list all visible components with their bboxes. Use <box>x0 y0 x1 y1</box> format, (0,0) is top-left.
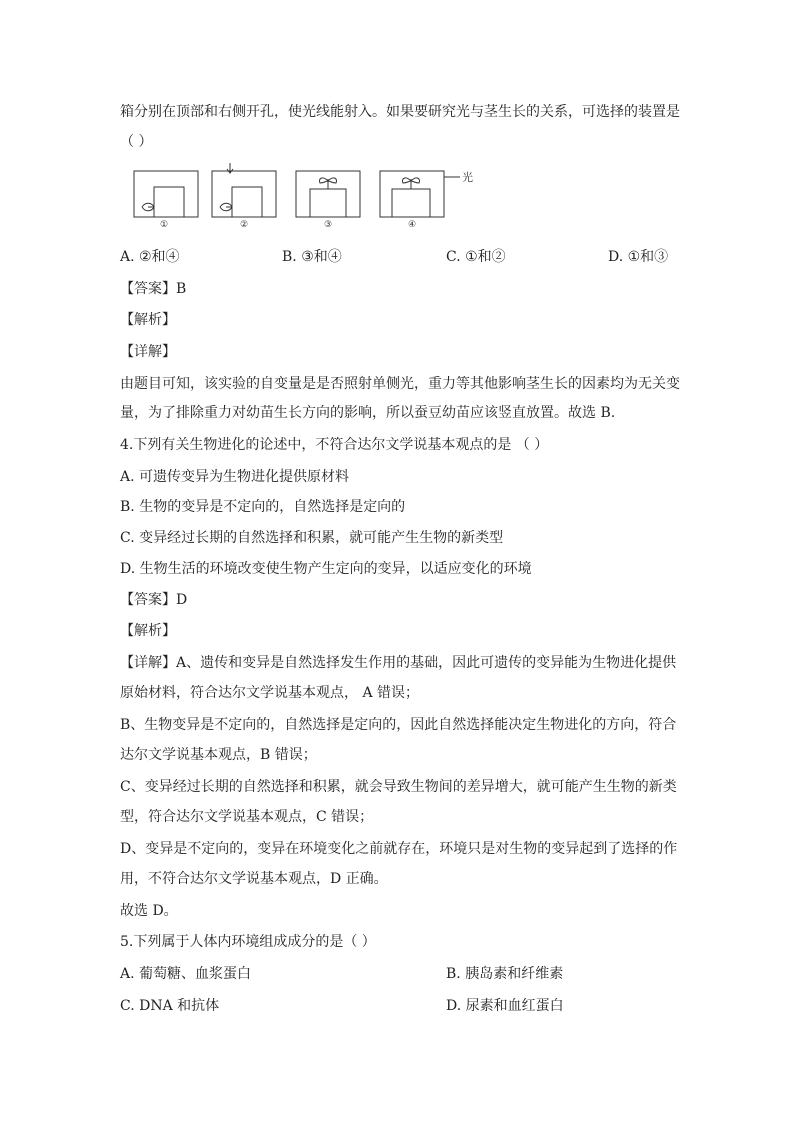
q5-stem: 5.下列属于人体内环境组成成分的是（ ） <box>120 934 376 950</box>
q4-detail-line-9: 故选 D。 <box>120 903 178 919</box>
experiment-figure <box>130 163 473 230</box>
q4-detail-line-3: B、生物变异是不定向的，自然选择是定向的，因此自然选择能决定生物进化的方向，符合 <box>120 717 677 733</box>
figure-label-4: ④ <box>407 220 417 230</box>
q4-detail-line-2: 原始材料，符合达尔文学说基本观点， A 错误； <box>120 685 420 701</box>
q3-stem-line1: 箱分别在顶部和右侧开孔，使光线能射入。如果要研究光与茎生长的关系，可选择的装置是 <box>120 104 680 120</box>
q4-detail-line-4: 达尔文学说基本观点，B 错误； <box>120 747 317 763</box>
box-2 <box>212 163 276 217</box>
box-3 <box>296 171 360 217</box>
q4-option-c: C. 变异经过长期的自然选择和积累，就可能产生生物的新类型 <box>120 530 504 546</box>
q3-analysis: 【解析】 <box>120 312 176 328</box>
q4-detail-line-8: 用，不符合达尔文学说基本观点，D 正确。 <box>120 871 388 887</box>
q4-detail-line-6: 型，符合达尔文学说基本观点，C 错误； <box>120 809 374 825</box>
q3-explain-line1: 由题目可知，该实验的自变量是是否照射单侧光，重力等其他影响茎生长的因素均为无关变 <box>120 376 680 392</box>
q3-explain-line2: 量，为了排除重力对幼苗生长方向的影响，所以蚕豆幼苗应该竖直放置。故选 B. <box>120 405 616 421</box>
q3-detail: 【详解】 <box>120 344 176 360</box>
q4-detail-line-5: C、变异经过长期的自然选择和积累，就会导致生物间的差异增大，就可能产生生物的新类 <box>120 779 677 795</box>
q4-option-b: B. 生物的变异是不定向的，自然选择是定向的 <box>120 499 406 515</box>
q3-answer: 【答案】B <box>120 281 187 297</box>
light-label: 光 <box>462 171 473 184</box>
figure-label-2: ② <box>239 220 249 230</box>
box-4 <box>380 171 460 217</box>
q4-option-d: D. 生物生活的环境改变使生物产生定向的变异，以适应变化的环境 <box>120 561 532 577</box>
q5-option-c: C. DNA 和抗体 <box>120 998 220 1014</box>
q3-option-d: D. ①和③ <box>608 249 669 265</box>
q4-analysis: 【解析】 <box>120 623 176 639</box>
q5-option-b: B. 胰岛素和纤维素 <box>446 966 564 982</box>
q4-answer: 【答案】D <box>120 592 188 608</box>
q4-detail-line-7: D、变异是不定向的，变异在环境变化之前就存在，环境只是对生物的变异起到了选择的作 <box>120 841 678 857</box>
q3-option-b: B. ③和④ <box>282 249 342 265</box>
q3-stem-line2: （ ） <box>120 134 153 150</box>
q3-option-a: A. ②和④ <box>120 249 180 265</box>
q3-option-c: C. ①和② <box>446 249 506 265</box>
box-1 <box>134 171 198 217</box>
q5-option-d: D. 尿素和血红蛋白 <box>446 998 564 1014</box>
q4-detail-line-1: 【详解】A、遗传和变异是自然选择发生作用的基础，因此可遗传的变异能为生物进化提供 <box>120 655 677 671</box>
q4-stem: 4.下列有关生物进化的论述中，不符合达尔文学说基本观点的是 （ ） <box>120 437 549 453</box>
figure-label-1: ① <box>159 220 169 230</box>
figure-label-3: ③ <box>323 220 333 230</box>
q5-option-a: A. 葡萄糖、血浆蛋白 <box>120 966 252 982</box>
q4-option-a: A. 可遗传变异为生物进化提供原材料 <box>120 469 350 485</box>
